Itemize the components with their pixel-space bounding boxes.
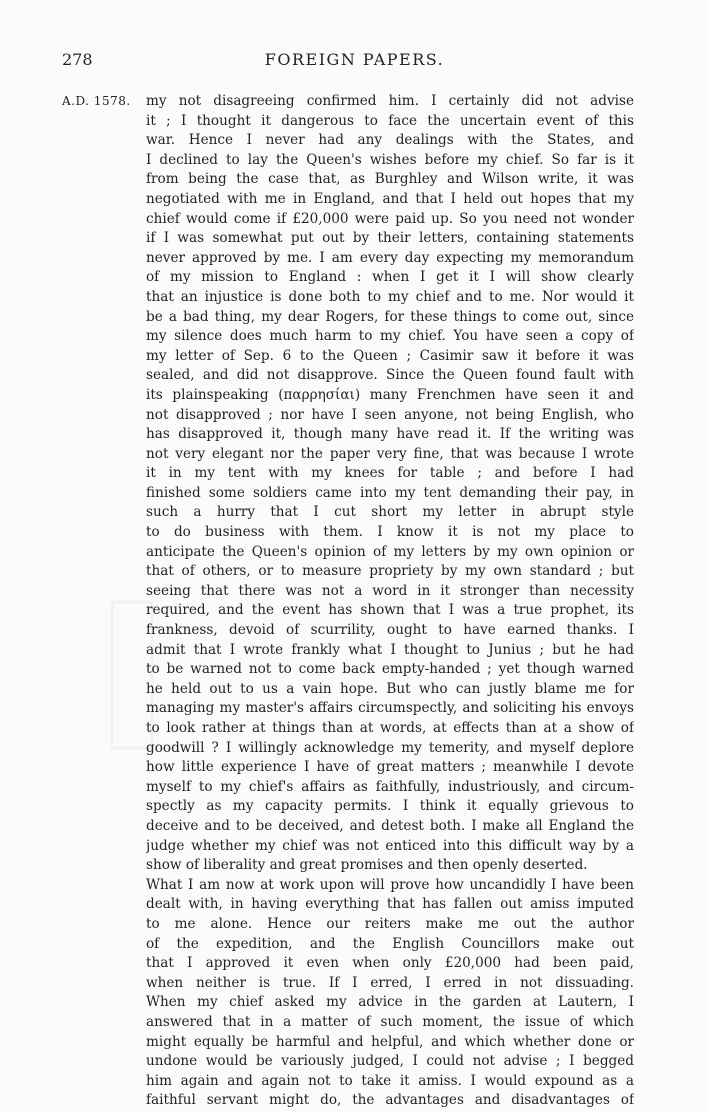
text-line: of the expedition, and the English Councillors make out: [146, 935, 634, 952]
text-line: might equally be harmful and helpful, and which whether done or: [146, 1033, 634, 1050]
margin-year: A.D. 1578.: [62, 94, 131, 108]
text-line: my silence does much harm to my chief. You have seen a copy of: [146, 328, 634, 345]
text-line: judge whether my chief was not enticed into this difficult way by a: [146, 837, 634, 854]
text-line: myself to my chief's affairs as faithfully, industriously, and circum-: [146, 778, 634, 795]
text-line: answered that in a matter of such moment, the issue of which: [146, 1013, 634, 1030]
text-line: that an injustice is done both to my chief and to me. Nor would it: [146, 288, 634, 305]
page-header: [0, 50, 709, 74]
text-line: not very elegant nor the paper very fine, that was because I wrote: [146, 445, 634, 462]
text-line: spectly as my capacity permits. I think it equally grievous to: [146, 798, 634, 815]
text-line: sealed, and did not disapprove. Since the Queen found fault with: [146, 367, 634, 384]
text-line: to do business with them. I know it is not my place to: [146, 524, 634, 541]
text-line: show of liberality and great promises and then openly deserted.: [146, 857, 588, 874]
text-line: war. Hence I never had any dealings with the States, and: [146, 132, 634, 149]
text-line: admit that I wrote frankly what I thought to Junius ; but he had: [146, 641, 634, 658]
text-line: to look rather at things than at words, at effects than at a show of: [146, 720, 634, 736]
text-line: my not disagreeing confirmed him. I certainly did not advise: [146, 93, 634, 109]
text-line: of my mission to England : when I get it I will show clearly: [146, 269, 634, 286]
page-number: 278: [62, 50, 93, 69]
text-line: I declined to lay the Queen's wishes before my chief. So far is it: [146, 151, 634, 168]
text-line: seeing that there was not a word in it stronger than necessity: [146, 582, 634, 599]
text-line: it ; I thought it dangerous to face the uncertain event of this: [146, 112, 634, 129]
text-line: him again and again not to take it amiss. I would expound as a: [146, 1072, 634, 1089]
text-line: What I am now at work upon will prove how uncandidly I have been: [146, 876, 634, 893]
text-line: negotiated with me in England, and that I held out hopes that my: [146, 190, 634, 207]
text-line: faithful servant might do, the advantages and disadvantages of: [146, 1092, 634, 1109]
text-line: deceive and to be deceived, and detest both. I make all England the: [146, 817, 634, 834]
text-line: finished some soldiers came into my tent demanding their pay, in: [146, 484, 634, 501]
text-line: goodwill ? I willingly acknowledge my temerity, and myself deplore: [146, 739, 634, 756]
text-line: my letter of Sep. 6 to the Queen ; Casimir saw it before it was: [146, 347, 634, 364]
text-line: if I was somewhat put out by their letters, containing statements: [146, 230, 634, 247]
text-line: when neither is true. If I erred, I erred in not dissuading.: [146, 974, 634, 991]
text-line: has disapproved it, though many have read it. If the writing was: [146, 426, 634, 443]
text-line: how little experience I have of great matters ; meanwhile I devote: [146, 759, 634, 776]
text-line: he held out to us a vain hope. But who can justly blame me for: [146, 680, 634, 697]
text-line: never approved by me. I am every day expecting my memorandum: [146, 249, 634, 266]
text-line: anticipate the Queen's opinion of my letters by my own opinion or: [146, 543, 634, 560]
text-line: dealt with, in having everything that has fallen out amiss imputed: [146, 896, 634, 913]
text-line: chief would come if £20,000 were paid up. So you need not wonder: [146, 210, 634, 227]
text-line: required, and the event has shown that I was a true prophet, its: [146, 602, 634, 619]
text-line: When my chief asked my advice in the garden at Lautern, I: [146, 994, 634, 1011]
text-line: frankness, devoid of scurrility, ought to have earned thanks. I: [146, 622, 634, 639]
text-line: be a bad thing, my dear Rogers, for these things to come out, since: [146, 308, 634, 325]
text-line: not disapproved ; nor have I seen anyone, not being English, who: [146, 406, 634, 423]
body-text: [146, 92, 634, 1111]
text-line: it in my tent with my knees for table ; and before I had: [146, 465, 634, 482]
text-line: undone would be variously judged, I could not advise ; I begged: [146, 1053, 634, 1070]
text-line: its plainspeaking (παρρησίαι) many Frenchmen have seen it and: [146, 386, 634, 403]
text-line: such a hurry that I cut short my letter in abrupt style: [146, 504, 634, 521]
running-title: FOREIGN PAPERS.: [264, 50, 445, 69]
text-line: to be warned not to come back empty-handed ; yet though warned: [146, 661, 634, 678]
text-line: to me alone. Hence our reiters make me out the author: [146, 915, 634, 932]
text-line: from being the case that, as Burghley and Wilson write, it was: [146, 171, 634, 188]
text-line: managing my master's affairs circumspectly, and soliciting his envoys: [146, 700, 634, 717]
text-line: that I approved it even when only £20,000 had been paid,: [146, 955, 634, 972]
text-line: that of others, or to measure propriety by my own standard ; but: [146, 563, 634, 580]
